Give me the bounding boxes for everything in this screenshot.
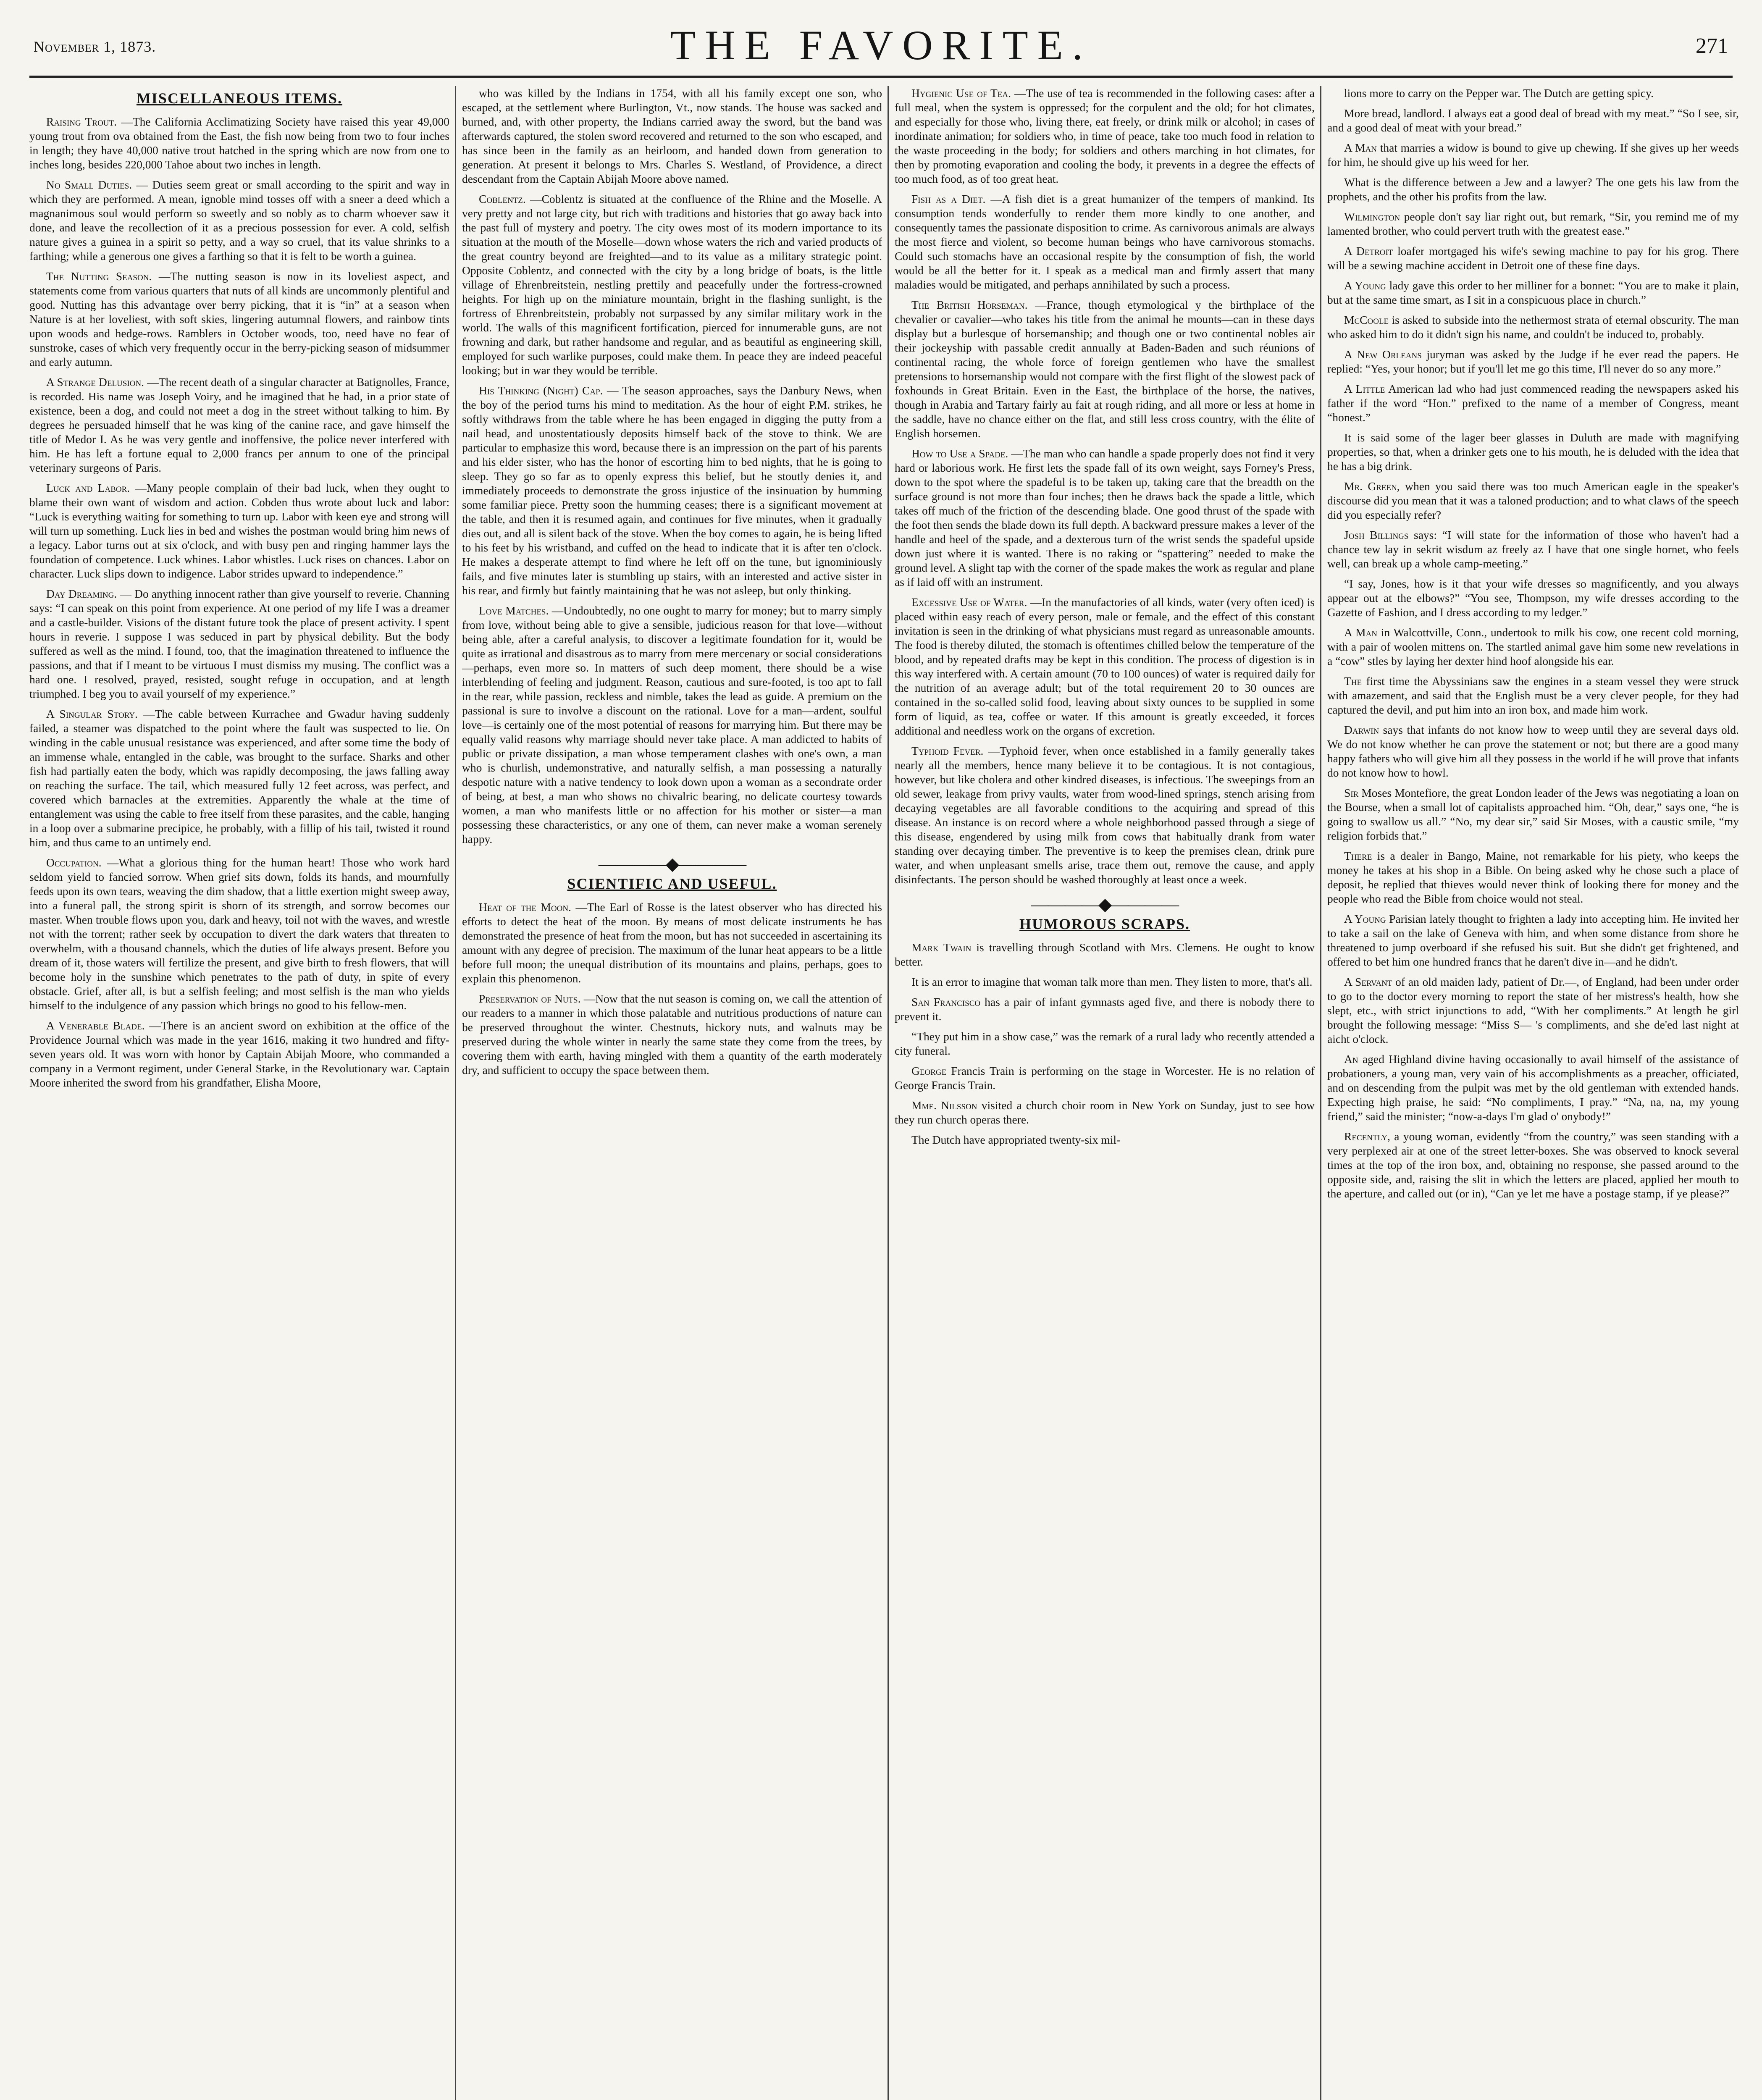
section-heading: SCIENTIFIC AND USEFUL. — [567, 875, 777, 892]
article-title: Mark Twain — [911, 941, 972, 954]
article-title: How to Use a Spade. — [911, 447, 1008, 460]
article-title: There — [1344, 849, 1372, 862]
article-paragraph — [1327, 786, 1739, 843]
section-heading: MISCELLANEOUS ITEMS. — [136, 90, 343, 107]
article-title: A Little — [1344, 382, 1385, 395]
article-text: “They put him in a show case,” was the remark of a rural lady who recently attended a city funeral. — [895, 1030, 1315, 1057]
article-text: that marries a widow is bound to give up chewing. If she gives up her weeds for him, he should give up his weed for her. — [1327, 141, 1739, 168]
article-title: The Nutting Season. — [46, 270, 152, 283]
article-paragraph — [1327, 430, 1739, 473]
column-1 — [29, 86, 449, 2100]
article-title: An — [1344, 1053, 1358, 1066]
article-text: is asked to subside into the nethermost strata of eternal obscurity. The man who asked him to do it didn't sign his name, and couldn't be induced to, probably. — [1327, 313, 1739, 341]
article-paragraph — [895, 86, 1315, 186]
article-paragraph — [1327, 347, 1739, 376]
article-title: McCoole — [1344, 313, 1389, 326]
article-title: A Servant — [1344, 975, 1392, 988]
article-text: —The California Acclimatizing Society have raised this year 49,000 young trout from ova obtained from the East, the fish now being from two to four inches in length; they have 40,000 native trout hatched in the spring which are now from one to inches long, besides 220,000 Tahoe about two inches in length. — [29, 115, 449, 171]
article-paragraph — [29, 375, 449, 475]
article-paragraph — [895, 1064, 1315, 1092]
column-3 — [895, 86, 1315, 2100]
article-paragraph — [29, 481, 449, 581]
article-text: —There is an ancient sword on exhibition at the office of the Providence Journal which was made in the year 1616, making it two hundred and fifty-seven years old. It was worn with honor by Captain Abijah Moore, who commanded a company in a Vermont regiment, under General Starke, in the Revolutionary war. Captain Moore inherited the sword from his grandfather, Elisha Moore, — [29, 1019, 449, 1089]
article-text: The Dutch have appropriated twenty-six mil- — [911, 1133, 1121, 1146]
article-paragraph — [1327, 577, 1739, 620]
newspaper-title: THE FAVORITE. — [670, 22, 1092, 68]
article-paragraph — [895, 595, 1315, 738]
article-paragraph — [29, 115, 449, 172]
column-divider — [455, 86, 456, 2100]
masthead — [29, 13, 1733, 78]
article-paragraph — [1327, 313, 1739, 341]
article-paragraph — [1327, 382, 1739, 425]
article-paragraph — [1327, 723, 1739, 780]
article-paragraph — [1327, 479, 1739, 522]
article-text: loafer mortgaged his wife's sewing machine to pay for his grog. There will be a sewing machine accident in Detroit one of these fine days. — [1327, 244, 1739, 272]
article-text: —Typhoid fever, when once established in a family generally takes nearly all the members, hence many believe it to be contagious. It is not contagious, however, but like cholera and other kindred diseases, is infectious. The sweepings from an old sewer, leakage from privy vaults, water from wood-lined springs, stench arising from decaying vegetables are all favorable conditions to the acquiring and spread of this disease. An instance is on record where a whole neighborhood passed through a siege of this disease, engendered by using milk from cows that habitually drank from water standing over decaying timber. The preventive is to keep the premises clean, drink pure water, and when unpleasant smells arise, trace them out, remove the cause, and apply disinfectants. The person should be washed thoroughly at least once a week. — [895, 744, 1315, 886]
article-text: —What a glorious thing for the human heart! Those who work hard seldom yield to fancied sorrow. When grief sits down, folds its hands, and mournfully feeds upon its own tears, weaving the dim shadow, that a little exertion might sweep away, into a funeral pall, the strong spirit is shorn of its strength, and sorrow becomes our master. When trouble flows upon you, dark and heavy, toil not with the waves, and wrestle not with the torrent; rather seek by occupation to divert the dark waters that threaten to overwhelm, with a thousand channels, which the duties of life always present. Before you dream of it, those waters will fertilize the present, and give birth to fresh flowers, that will become holy in the sunshine which penetrates to the path of duty, in spite of every obstacle. Grief, after all, is but a selfish feeling; and most selfish is the man who yields himself to the indulgence of any passion which brings no good to his fellow-men. — [29, 856, 449, 1012]
article-text: More bread, landlord. I always eat a good deal of bread with my meat.” “So I see, sir, and a good deal of meat with your bread.” — [1327, 107, 1739, 134]
article-title: Sir — [1344, 786, 1359, 799]
article-text: of an old maiden lady, patient of Dr.—, of England, had been under order to go to the doctor every morning to report the state of her mistress's health, how she slept, etc., with strict injunctions to add, “With her compliments.” At length he girl brought the following message: “Miss S— 's compliments, and she de'ed last night at aicht o'clock. — [1327, 975, 1739, 1045]
article-paragraph — [1327, 106, 1739, 135]
article-text: American lad who had just commenced reading the newspapers asked his father if the word “Hon.” prefixed to the name of a member of Congress, meant “honest.” — [1327, 382, 1739, 424]
article-text: —A fish diet is a great humanizer of the tempers of mankind. Its consumption tends wonderfully to render them more kindly to one another, and consequently tames the passionate disposition to crime. As carnivorous animals are always the most fierce and violent, so become human beings who have carnivorous stomachs. Could such stomachs have an occasional respite by the consumption of fish, the world would be all the better for it. I speak as a medical man and firmly assert that many maladies would be mitigated, and perhaps annihilated by such a process. — [895, 192, 1315, 291]
article-title: Fish as a Diet. — [911, 192, 986, 205]
article-text: juryman was asked by the Judge if he ever read the papers. He replied: “Yes, your honor; but if you'll let me go this time, I'll never do so any more.” — [1327, 348, 1739, 375]
article-paragraph — [29, 178, 449, 263]
article-title: A Strange Delusion. — [46, 375, 144, 388]
article-title: Hygienic Use of Tea. — [911, 87, 1011, 100]
article-paragraph — [1327, 1129, 1739, 1201]
article-text: is travelling through Scotland with Mrs. Clemens. He ought to know better. — [895, 941, 1315, 968]
article-text: It is an error to imagine that woman talk more than men. They listen to more, that's all. — [911, 975, 1313, 988]
article-text: who was killed by the Indians in 1754, with all his family except one son, who escaped, at the settlement where Burlington, Vt., now stands. The house was sacked and burned, and, with other property, the Indians carried away the sword, but the band was afterwards captured, the stolen sword recovered and returned to the son who escaped, and has since been in the family as an heirloom, and handed down from generation to generation. At present it belongs to Mrs. Charles S. Westland, of Providence, a direct descendant from the Captain Abijah Moore above named. — [462, 87, 882, 185]
article-text: Parisian lately thought to frighten a lady into accepting him. He invited her to take a sail on the lake of Geneva with him, and when some distance from shore he threatened to jump overboard if she refused his suit. But she didn't get frightened, and offered to bet him one hundred francs that he daren't dive in—and he didn't. — [1327, 912, 1739, 968]
section-ornament — [462, 857, 882, 872]
article-title: The — [1344, 675, 1362, 688]
article-text: has a pair of infant gymnasts aged five, and there is nobody there to prevent it. — [895, 995, 1315, 1023]
article-text: “I say, Jones, how is it that your wife dresses so magnificently, and you always appear out at the elbows?” “You see, Thompson, my wife dresses according to the Gazette of Fashion, and I dress according to my ledger.” — [1327, 577, 1739, 619]
article-paragraph — [1327, 1052, 1739, 1124]
article-text: —Coblentz is situated at the confluence of the Rhine and the Moselle. A very pretty and not large city, but rich with traditions and histories that go away back into the past full of mystery and poetry. The city owes most of its modern importance to its situation at the mouth of the Moselle—down whose waters the rich and varied products of the great country beyond are freighted—and to its value as a military strategic point. Opposite Coblentz, and connected with the city by a long bridge of boats, is the little village of Ehrenbreitstein, nestling prettily and peacefully under the fortress-crowned heights. For high up on the miniature mountain, bright in the flashing sunlight, is the fortress of Ehrenbreitstein, probably not surpassed by any similar military work in the world. The walls of this magnificent fortification, pierced for innumerable guns, are not frowning and dark, but rather handsome and regular, and as beautiful as engineering skill, employed for such warlike purposes, could make them. In peace they are indeed peaceful looking; but in war they would be terrible. — [462, 192, 882, 377]
article-text: What is the difference between a Jew and a lawyer? The one gets his law from the prophets, and the other his profits from the law. — [1327, 176, 1739, 203]
article-title: Excessive Use of Water. — [911, 596, 1027, 609]
article-title: George — [911, 1064, 947, 1077]
article-paragraph — [895, 1029, 1315, 1058]
article-text: —The use of tea is recommended in the following cases: after a full meal, when the system is oppressed; for the corpulent and the old; for hot climates, and especially for those who, living there, eat freely, or drink milk or alcohol; in cases of inordinate animation; for soldiers who, in time of peace, take too much food in relation to the waste proceeding in the body; for soldiers and others marching in hot climates, for then by promoting evaporation and cooling the body, it prevents in a degree the effects of too much food, as of too great heat. — [895, 87, 1315, 185]
article-title: No Small Duties. — [46, 178, 132, 191]
article-text: —The nutting season is now in its loveliest aspect, and statements come from various quarters that nuts of all kinds are uncommonly plentiful and good. Nutting has this advantage over berry picking, that it is “in” at a season when Nature is at her loveliest, with soft skies, lingering autumnal flowers, and rainbow tints upon woods and hedge-rows. Ramblers in October woods, too, need have no fear of sunstroke, cases of which very frequently occur in the berry-picking season of midsummer and early autumn. — [29, 270, 449, 368]
article-title: Wilmington — [1344, 210, 1400, 223]
article-paragraph — [1327, 912, 1739, 969]
article-text: a young woman, evidently “from the country,” was seen standing with a very perplexed air at one of the street letter-boxes. She was observed to knock several times at the top of the iron box, and, obtaining no response, she passed around to the opposite side, and, raising the slit in which the letters are placed, applied her mouth to the aperture, and called out (or in), “Can ye let me have a postage stamp, if ye please?” — [1327, 1130, 1739, 1200]
article-title: The British Horseman. — [911, 298, 1028, 311]
article-text: Francis Train is performing on the stage in Worcester. He is no relation of George Francis Train. — [895, 1064, 1315, 1092]
article-title: A Detroit — [1344, 244, 1393, 257]
article-title: Heat of the Moon. — [479, 900, 571, 914]
article-text: lions more to carry on the Pepper war. The Dutch are getting spicy. — [1344, 87, 1654, 100]
article-title: A Venerable Blade. — [46, 1019, 145, 1032]
article-paragraph — [462, 604, 882, 846]
article-text: Moses Montefiore, the great London leader of the Jews was negotiating a loan on the Bourse, when a small lot of capitalists approached him. “Oh, dear,” says one, “he is going to swallow us all.” “No, my dear sir,” said Sir Moses, with a caustic smile, “my religion forbids that.” — [1327, 786, 1739, 842]
article-text: —Now that the nut season is coming on, we call the attention of our readers to a manner in which those palatable and nutritious productions of nature can be preserved throughout the winter. Chestnuts, hickory nuts, and walnuts may be preserved during the whole winter in nearly the same state they come from the trees, by covering them with earth, having mingled with them a quantity of the earth moderately dry, and sufficient to occupy the space between them. — [462, 992, 882, 1076]
article-title: A Man — [1344, 626, 1378, 639]
column-divider — [1320, 86, 1321, 2100]
article-title: Josh Billings — [1344, 528, 1409, 541]
article-text: —In the manufactories of all kinds, water (very often iced) is placed within easy reach of every person, male or female, and the effect of this constant invitation is seen in the drinking of what physicians must regard as unreasonable amounts. The food is thereby diluted, the stomach is oftentimes chilled below the temperature of the blood, and by repeated drafts may be kept in this condition. The process of digestion is in this way interfered with. A certain amount (70 to 100 ounces) of water is required daily for the nutrition of an average adult; but of the total requirement 20 to 30 ounces are contained in the so-called solid food, leaving about sixty ounces to be supplied in some form of liquid, as tea, coffee or water. If this amount is greatly exceeded, it forces additional and needless work on the organs of excretion. — [895, 596, 1315, 737]
article-title: Typhoid Fever. — [911, 744, 984, 757]
article-paragraph — [29, 269, 449, 369]
article-paragraph — [1327, 849, 1739, 906]
article-paragraph — [1327, 86, 1739, 100]
article-paragraph — [895, 1098, 1315, 1127]
article-text: — Duties seem great or small according to the spirit and way in which they are performed. A mean, ignoble mind tosses off with a sneer a deed which a magnanimous soul would perform so sweetly and so nobly as to charm whoever saw it done, and leave the recollection of it as a precious possession for ever. A cold, selfish nature gives a guinea in a spirit so petty, and a way so cruel, that its value shrinks to a farthing; while a generous one gives a farthing so that it is felt to be worth a guinea. — [29, 178, 449, 262]
article-text: —The Earl of Rosse is the latest observer who has directed his efforts to detect the heat of the moon. By means of most delicate instruments he has demonstrated the presence of heat from the moon, but has not succeeded in ascertaining its amount with any degree of precision. The maximum of the lunar heat appears to be a little before full moon; the unequal distribution of its mountains and plains, perhaps, goes to explain this phenomenon. — [462, 900, 882, 985]
article-paragraph — [895, 298, 1315, 441]
article-title: Darwin — [1344, 723, 1379, 736]
article-paragraph — [1327, 975, 1739, 1046]
article-paragraph — [1327, 278, 1739, 307]
column-2 — [462, 86, 882, 2100]
article-text: lady gave this order to her milliner for a bonnet: “You are to make it plain, but at the same time smart, as I sit in a conspicuous place in church.” — [1327, 279, 1739, 306]
article-title: Day Dreaming. — [46, 587, 117, 600]
article-title: Coblentz. — [479, 192, 526, 205]
article-paragraph — [29, 856, 449, 1013]
article-text: first time the Abyssinians saw the engines in a steam vessel they were struck with amazement, and said that the English must be a very clever people, for they had captured the devil, and put him into an iron box, and made him work. — [1327, 675, 1739, 716]
article-paragraph — [462, 192, 882, 378]
article-text: people don't say liar right out, but remark, “Sir, you remind me of my lamented brother, who could pervert truth with the greatest ease.” — [1327, 210, 1739, 237]
article-paragraph — [1327, 674, 1739, 717]
article-paragraph — [1327, 141, 1739, 169]
article-text: says: “I will state for the information of those who haven't had a chance tew lay in sekrit wisdum az freely az I have that one single hornet, who feels well, can break up a whole camp-meeting.” — [1327, 528, 1739, 570]
article-paragraph — [462, 992, 882, 1077]
article-paragraph — [462, 900, 882, 986]
page-number: 271 — [1696, 34, 1728, 58]
article-text: —Undoubtedly, no one ought to marry for money; but to marry simply from love, without being able to give a sensible, judicious reason for that love—without being able, after a careful analysis, to discover a legitimate foundation for it, would be quite as irrational and disastrous as to marry from mere mercenary or social considerations—perhaps, even more so. In matters of such deep moment, there should be a wise interblending of feeling and judgment. Reason, cautious and sure-footed, is too apt to fall in the rear, while passion, reckless and nimble, takes the lead as guide. A premium on the passional is sure to involve a discount on the rational. Love for a man—ardent, soulful love—is certainly one of the most potential of reasons for marrying him. But there may be equally valid reasons why marriage should never take place. A man addicted to habits of public or private dissipation, a man whose temperament clashes with one's own, a man who is churlish, undemonstrative, and naturally selfish, a man possessing a naturally despotic nature with a native tendency to look down upon a woman as a secondrate order of being, at best, a man who shows no chivalric bearing, no delicate courtesy towards women, a man who manifests little or no affection for his mother or sister—a man possessing these characteristics, or any one of them, can never make a woman serenely happy. — [462, 604, 882, 845]
article-text: — Do anything innocent rather than give yourself to reverie. Channing says: “I can speak on this point from experience. At one period of my life I was a dreamer and a castle-builder. Visions of the distant future took the place of present activity. I spent hours in reverie. I suppose I was seduced in part by physical debility. But the body suffered as well as the mind. I found, too, that the imagination threatened to influence the passions, and that if I meant to be virtuous I must dismiss my musing. The conflict was a hard one. I resolved, prayed, resisted, sought refuge in occupation, and at length triumphed. I beg you to avail yourself of my experience.” — [29, 587, 449, 700]
article-text: It is said some of the lager beer glasses in Duluth are made with magnifying properties, so that, when a drinker gets one to his mouth, he is deluded with the idea that he has a big drink. — [1327, 431, 1739, 472]
article-text: —France, though etymological y the birthplace of the chevalier or cavalier—who takes his title from the animal he mounts—can in these days display but a burlesque of horsemanship; and though one or two continental nobles air their jockeyship with passable credit annually at Baden-Baden and such réunions of continental racing, the whole force of foreign gentlemen who have the smallest pretensions to horsemanship would not compare with the first flight of the slowest pack of foxhounds in Great Britain. Even in the East, the birthplace of the horse, the natives, though in Arabia and Tartary fairly au fait at rough riding, and all more or less at home in the saddle, have no chance either on the flat, and still less cross country, with the élite of English horsemen. — [895, 298, 1315, 440]
column-4 — [1327, 86, 1739, 2100]
article-paragraph — [1327, 175, 1739, 204]
article-title: A Singular Story. — [46, 707, 138, 720]
article-paragraph — [895, 192, 1315, 292]
issue-date: November 1, 1873. — [34, 38, 156, 55]
article-text: —Many people complain of their bad luck, when they ought to blame their own want of wisdom and action. Cobden thus wrote about luck and labor: “Luck is everything waiting for something to turn up. Labor with keen eye and strong will will turn up something. Luck lies in bed and wishes the postman would bring him news of a legacy. Labor turns out at six o'clock, and with busy pen and ringing hammer lays the foundation of competence. Luck whines. Labor whistles. Luck rises on chances. Labor on character. Luck slips down to indigence. Labor strides upward to independence.” — [29, 481, 449, 580]
article-title: Love Matches. — [479, 604, 549, 617]
article-title: Preservation of Nuts. — [479, 992, 581, 1005]
article-title: Luck and Labor. — [46, 481, 130, 494]
column-divider — [888, 86, 889, 2100]
article-title: A Man — [1344, 141, 1377, 154]
article-paragraph — [462, 383, 882, 598]
article-paragraph — [895, 995, 1315, 1024]
article-text: when you said there was too much American eagle in the speaker's discourse did you mean that it was a taloned production; and to what claws of the speech did you especially refer? — [1327, 480, 1739, 521]
article-title: His Thinking (Night) Cap. — [479, 384, 603, 397]
section-heading: HUMOROUS SCRAPS. — [1019, 916, 1190, 932]
article-paragraph — [895, 446, 1315, 589]
article-text: is a dealer in Bango, Maine, not remarkable for his piety, who keeps the money he takes at his shop in a Bible. On being asked why he chose such a place of deposit, he replied that thieves would never think of looking there for money and the people who read the Bible from choice would not steal. — [1327, 849, 1739, 905]
article-text: aged Highland divine having occasionally to avail himself of the assistance of probationers, a young man, very vain of his accomplishments as a preacher, officiated, and on descending from the pulpit was met by the old gentleman with extended hands. Expecting high praise, he said: “No compliments, I pray.” “Na, na, na, my young friend,” said the minister; “now-a-days I'm glad o' onybody!” — [1327, 1053, 1739, 1123]
article-title: A New Orleans — [1344, 348, 1422, 361]
article-paragraph — [895, 940, 1315, 969]
article-paragraph — [462, 86, 882, 186]
article-title: A Young — [1344, 279, 1386, 292]
article-title: Mme. Nilsson — [911, 1099, 977, 1112]
article-paragraph — [1327, 625, 1739, 668]
article-title: Raising Trout. — [46, 115, 117, 128]
article-paragraph — [29, 587, 449, 701]
article-paragraph — [29, 1018, 449, 1090]
section-ornament — [895, 898, 1315, 912]
article-text: visited a church choir room in New York on Sunday, just to see how they run church operas there. — [895, 1099, 1315, 1126]
article-text: in Walcottville, Conn., undertook to milk his cow, one recent cold morning, with a pair of woolen mittens on. The startled animal gave him some new revelations in a “cow” stles by laying her dexter hind hoof alongside his ear. — [1327, 626, 1739, 667]
article-text: — The season approaches, says the Danbury News, when the boy of the period turns his mind to meditation. As the hour of eight P.M. strikes, he softly withdraws from the table where he has been engaged in digging the putty from a nail head, and unostentatiously deposits himself back of the stove to think. We are particular to emphasize this word, because there is an impression on the part of his parents and his elder sister, who has the honor of escorting him to bed nights, that he is going to sleep. They go so far as to openly express this belief, but he stoutly denies it, and immediately proceeds to demonstrate the gross injustice of the insinuation by humming some familiar piece. Pretty soon the humming ceases; there is a significant movement at the table, and then it is resumed again, and continues for five minutes, when it gradually dies out, and all is silent back of the stove. When the boy comes to again, he is being lifted to his feet by his wristband, and cuffed on the head to indicate that it is after ten o'clock. He makes a desperate attempt to find where he left off on the tune, but ignominiously fails, and five minutes later is stumbling up stairs, with an interested and active sister in his rear, and firmly but faintly maintaining that he was not asleep, but only thinking. — [462, 384, 882, 597]
article-text: —The man who can handle a spade properly does not find it very hard or laborious work. He first lets the spade fall of its own weight, says Forney's Press, down to the spot where the spadeful is to be taken up, taking care that the breadth on the surface ground is not more than four inches; then he draws back the spade a little, which takes off much of the friction of the descending blade. One good thrust of the spade with the foot then sends the blade down its full depth. A backward pressure makes a lever of the handle and heel of the spade, and a dexterous turn of the wrist sends the spadeful upside down just where it is wanted. There is no raking or “spattering” needed to make the ground level. A slight tap with the corner of the spade makes the work as regular and plane as if laid off with an instrument. — [895, 447, 1315, 588]
article-title: A Young — [1344, 912, 1386, 925]
article-title: San Francisco — [911, 995, 981, 1008]
article-paragraph — [895, 1133, 1315, 1147]
article-paragraph — [895, 975, 1315, 989]
article-title: Recently, — [1344, 1130, 1390, 1143]
article-paragraph — [1327, 244, 1739, 273]
article-paragraph — [1327, 528, 1739, 571]
article-title: Occupation. — [46, 856, 102, 869]
article-text: says that infants do not know how to weep until they are several days old. We do not know whether he can prove the statement or not; but there are a good many happy fathers who will give him all they possess in the world if he will prove that infants do not know how to howl. — [1327, 723, 1739, 779]
article-paragraph — [895, 744, 1315, 887]
article-paragraph — [29, 707, 449, 850]
article-text: —The recent death of a singular character at Batignolles, France, is recorded. His name was Joseph Voiry, and he imagined that he had, in a prior state of existence, been a dog, and could not meet a dog in the street without talking to him. By degrees he persuaded himself that he was king of the canine race, and gave himself the title of Medor I. As he was very gentle and inoffensive, the police never interfered with him. He has left a fortune equal to 2,000 francs per annum to one of the principal veterinary surgeons of Paris. — [29, 375, 449, 474]
article-text: —The cable between Kurrachee and Gwadur having suddenly failed, a steamer was dispatched to the point where the fault was suspected to lie. On winding in the cable unusual resistance was experienced, and after some time the body of an immense whale, entangled in the cable, was brought to the surface. Sharks and other fish had partially eaten the body, which was rapidly decomposing, the jaws falling away on reaching the surface. The tail, which measured fully 12 feet across, was perfect, and covered which barnacles at the extremities. Apparently the whale at the time of entanglement was using the cable to free itself from these parasites, and the cable, hanging in a loop over a submarine precipice, he probably, with a fillip of his tail, twisted it round him, and thus came to an untimely end. — [29, 707, 449, 849]
article-paragraph — [1327, 210, 1739, 238]
article-title: Mr. Green, — [1344, 480, 1400, 493]
